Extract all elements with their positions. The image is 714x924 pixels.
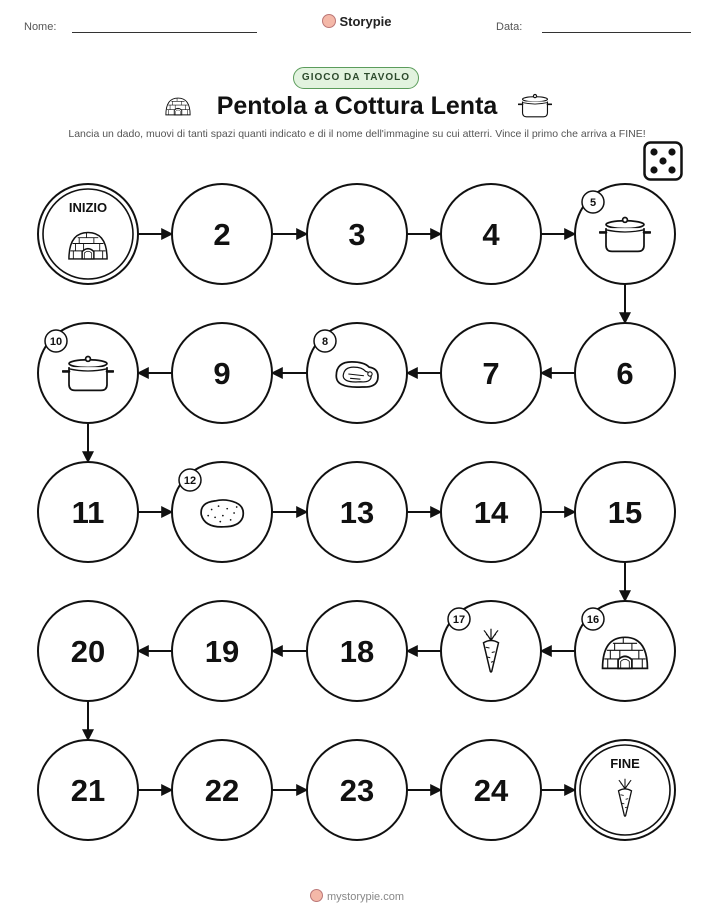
board-space-23 bbox=[307, 740, 407, 840]
board-space-24 bbox=[441, 740, 541, 840]
title-text: Pentola a Cottura Lenta bbox=[216, 92, 498, 120]
space-number-badge: 16 bbox=[586, 614, 600, 626]
board-space-16 bbox=[575, 601, 675, 701]
board-space-12 bbox=[172, 462, 272, 562]
title-pot-icon bbox=[518, 93, 552, 119]
footer bbox=[0, 889, 714, 903]
date-label: Data: bbox=[496, 21, 523, 33]
board-space-22 bbox=[172, 740, 272, 840]
space-number: 14 bbox=[473, 495, 509, 530]
pot-icon bbox=[63, 356, 113, 390]
space-number: 9 bbox=[213, 356, 231, 391]
space-number: 23 bbox=[339, 773, 375, 808]
board-space-21 bbox=[38, 740, 138, 840]
space-number-badge: 17 bbox=[452, 614, 466, 626]
board-space-4 bbox=[441, 184, 541, 284]
space-number-badge: 8 bbox=[321, 336, 329, 348]
footer-url: mystorypie.com bbox=[326, 891, 405, 903]
board-space-3 bbox=[307, 184, 407, 284]
pot-icon bbox=[600, 217, 650, 251]
space-number: 13 bbox=[339, 495, 375, 530]
board-space-20 bbox=[38, 601, 138, 701]
board-space-1 bbox=[38, 184, 138, 284]
board-space-14 bbox=[441, 462, 541, 562]
space-number: 19 bbox=[204, 634, 240, 669]
space-number: 21 bbox=[70, 773, 106, 808]
board-space-2 bbox=[172, 184, 272, 284]
board-space-5 bbox=[575, 184, 675, 284]
space-number: 6 bbox=[616, 356, 634, 391]
title-igloo-icon bbox=[164, 93, 192, 119]
board-space-7 bbox=[441, 323, 541, 423]
name-label: Nome: bbox=[24, 21, 57, 33]
board-space-17 bbox=[441, 601, 541, 701]
space-number: 20 bbox=[70, 634, 106, 669]
start-label: INIZIO bbox=[68, 200, 108, 215]
storypie-logo-icon bbox=[310, 889, 323, 902]
finish-label: FINE bbox=[610, 756, 640, 771]
board-space-11 bbox=[38, 462, 138, 562]
space-number: 11 bbox=[71, 495, 105, 530]
brand-name: Storypie bbox=[339, 14, 392, 29]
instructions-text: Lancia un dado, muovi di tanti spazi quanti indicato e di il nome dell'immagine su cui atterri. Vince il primo che arriva a FINE! bbox=[68, 128, 646, 140]
space-number: 4 bbox=[482, 217, 500, 252]
space-number: 15 bbox=[607, 495, 643, 530]
category-badge: GIOCO DA TAVOLO bbox=[293, 67, 419, 89]
board-space-25 bbox=[575, 740, 675, 840]
board-space-15 bbox=[575, 462, 675, 562]
space-number: 3 bbox=[348, 217, 366, 252]
space-number: 2 bbox=[213, 217, 231, 252]
board-space-19 bbox=[172, 601, 272, 701]
space-number: 22 bbox=[204, 773, 240, 808]
space-number-badge: 5 bbox=[589, 197, 597, 209]
space-number: 18 bbox=[339, 634, 375, 669]
board-space-6 bbox=[575, 323, 675, 423]
space-number-badge: 12 bbox=[183, 475, 197, 487]
board-space-8 bbox=[307, 323, 407, 423]
space-number-badge: 10 bbox=[49, 336, 63, 348]
board-space-10 bbox=[38, 323, 138, 423]
board-space-18 bbox=[307, 601, 407, 701]
board-space-9 bbox=[172, 323, 272, 423]
potato-icon bbox=[201, 500, 243, 527]
board-spaces bbox=[38, 184, 675, 840]
space-number: 24 bbox=[473, 773, 509, 808]
space-number: 7 bbox=[482, 356, 500, 391]
board-space-13 bbox=[307, 462, 407, 562]
